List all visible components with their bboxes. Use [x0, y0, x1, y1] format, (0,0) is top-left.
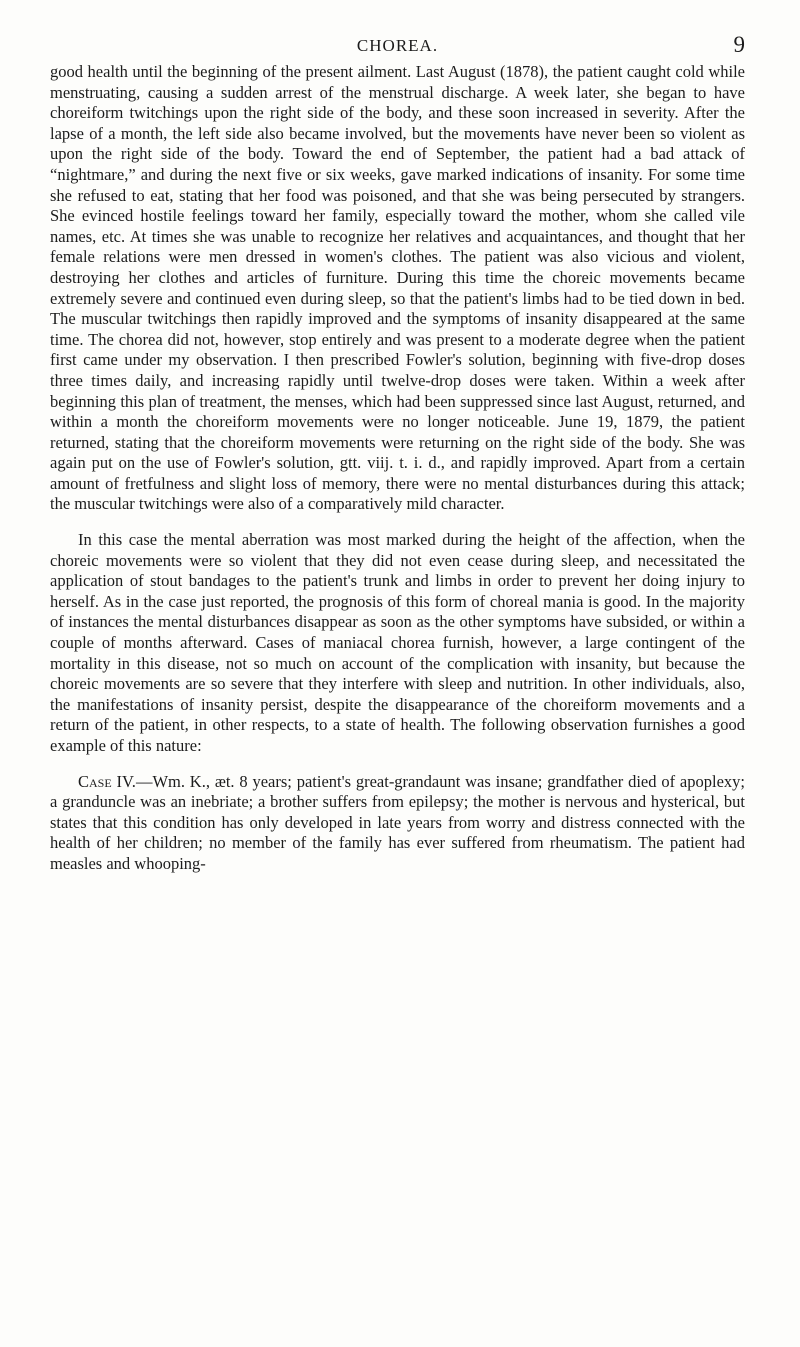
- page-header: [50, 32, 745, 62]
- paragraph-discussion: In this case the mental aberration was most marked during the height of the affection, when the choreic movements were so violent that they did not even cease during sleep, and necessitated the application of stout bandages to the patient's trunk and limbs in order to prevent her doing injury to herself. As in the case just reported, the prognosis of this form of choreal mania is good. In the majority of instances the mental disturbances disappear as soon as the other symptoms have subsided, or within a couple of months afterward. Cases of maniacal chorea furnish, however, a large contingent of the mortality in this disease, not so much on account of the complication with insanity, but because the choreic movements are so severe that they interfere with sleep and nutrition. In other individuals, also, the manifestations of insanity persist, despite the disappearance of the choreiform movements and a return of the patient, in other respects, to a state of health. The following observation furnishes a good example of this nature:: [50, 530, 745, 755]
- case-text: —Wm. K., æt. 8 years; patient's great-grandaunt was insane; grandfather died of apoplexy; a granduncle was an inebriate; a brother suffers from epilepsy; the mother is nervous and hysterical, but states that this condition has only developed in late years from worry and distress connected with the health of her children; no member of the family has ever suffered from rheumatism. The patient had measles and whooping-: [50, 771, 745, 873]
- body-text: [50, 62, 745, 875]
- paragraph-continuation: good health until the beginning of the present ailment. Last August (1878), the patient caught cold while menstruating, causing a sudden arrest of the menstrual discharge. A week later, she began to have choreiform twitchings upon the right side of the body, and these soon increased in severity. After the lapse of a month, the left side also became involved, but the movements have never been so violent as upon the right side of the body. Toward the end of September, the patient had a bad attack of “nightmare,” and during the next five or six weeks, gave marked indications of insanity. For some time she refused to eat, stating that her food was poisoned, and that she was being persecuted by strangers. She evinced hostile feelings toward her family, especially toward the mother, whom she called vile names, etc. At times she was unable to recognize her relatives and acquaintances, and thought that her female relations were men dressed in women's clothes. The patient was also vicious and violent, destroying her clothes and articles of furniture. During this time the choreic movements became extremely severe and continued even during sleep, so that the patient's limbs had to be tied down in bed. The muscular twitchings then rapidly improved and the symptoms of insanity disappeared at the same time. The chorea did not, however, stop entirely and was present to a moderate degree when the patient first came under my observation. I then prescribed Fowler's solution, beginning with five-drop doses three times daily, and increasing rapidly until twelve-drop doses were taken. Within a week after beginning this plan of treatment, the menses, which had been suppressed since last August, returned, and within a month the choreiform movements were no longer noticeable. June 19, 1879, the patient returned, stating that the choreiform movements were returning on the right side of the body. She was again put on the use of Fowler's solution, gtt. viij. t. i. d., and rapidly improved. Apart from a certain amount of fretfulness and slight loss of memory, there were no mental disturbances during this attack; the muscular twitchings were also of a comparatively mild character.: [50, 62, 745, 514]
- book-page: [50, 32, 745, 875]
- paragraph-case-iv: [50, 772, 745, 875]
- running-head: CHOREA.: [356, 36, 439, 55]
- case-label: Case IV.: [78, 771, 136, 791]
- page-number: 9: [733, 32, 745, 57]
